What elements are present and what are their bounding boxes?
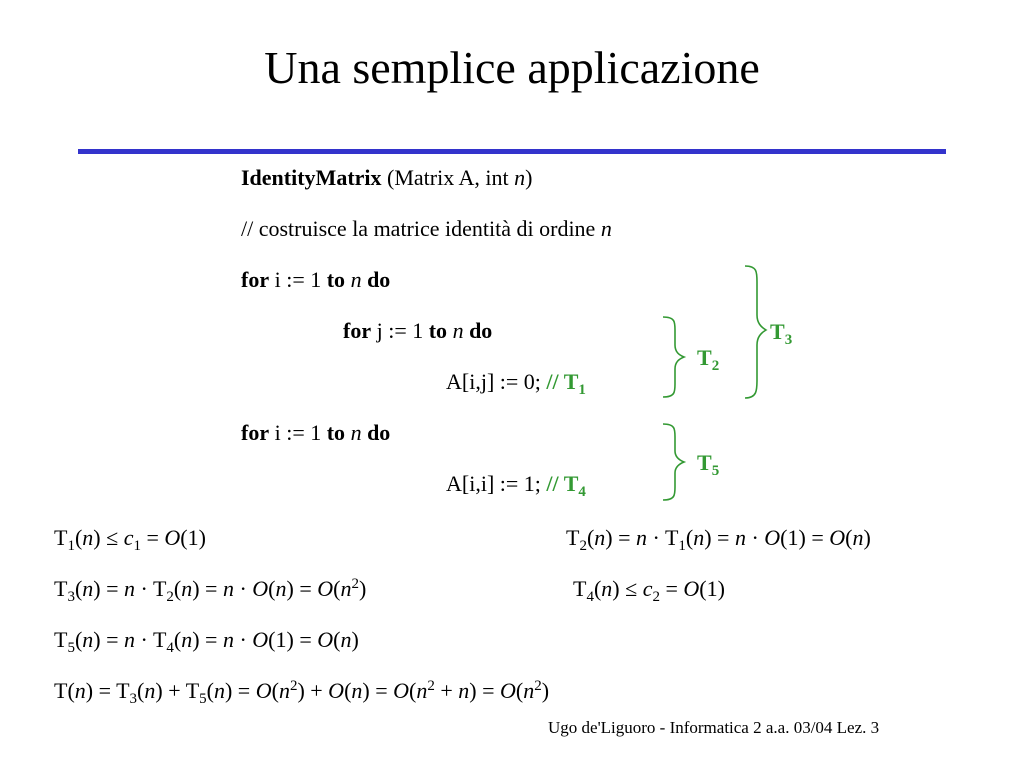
math-token: n — [275, 576, 287, 601]
math-token: T — [54, 576, 68, 601]
function-params: (Matrix A, int — [381, 165, 515, 190]
math-token: O — [317, 576, 334, 601]
math-token: T — [54, 627, 68, 652]
kw-for: for — [241, 420, 270, 445]
equation-t4 — [573, 575, 725, 603]
math-token: n — [124, 627, 136, 652]
math-token: n — [82, 627, 94, 652]
kw-do: do — [367, 420, 391, 445]
math-token: O — [252, 576, 269, 601]
math-token: 2 — [289, 678, 298, 694]
math-token: 4 — [166, 640, 174, 656]
math-token: n — [852, 525, 864, 550]
math-token: ) = — [224, 678, 256, 703]
math-token: ( — [74, 576, 83, 601]
math-token: ) = T — [85, 678, 130, 703]
label-text: T — [697, 345, 712, 370]
math-token: O — [500, 678, 516, 703]
math-token: 1 — [67, 538, 75, 554]
slide-footer: Ugo de'Liguoro - Informatica 2 a.a. 03/04 Lez. 3 — [548, 718, 880, 737]
math-token: n — [458, 678, 470, 703]
math-token: ) = — [93, 576, 125, 601]
loop-init: i := 1 — [269, 267, 327, 292]
math-token: 2 — [579, 538, 587, 554]
math-token: n — [82, 576, 94, 601]
math-token: ) = — [93, 627, 125, 652]
math-token: = — [140, 525, 165, 550]
math-token: ) = — [704, 525, 735, 550]
math-token: · T — [647, 525, 679, 550]
math-token: ) = — [605, 525, 637, 550]
math-token: n — [74, 678, 86, 703]
math-token: n — [636, 525, 648, 550]
math-token: n — [213, 678, 225, 703]
math-token: O — [764, 525, 781, 550]
math-token: n — [181, 576, 193, 601]
math-token: ( — [268, 576, 276, 601]
math-token: n — [222, 576, 234, 601]
math-token: · — [233, 627, 253, 652]
math-token: n — [82, 525, 94, 550]
equation-total — [54, 677, 549, 705]
math-token: O — [829, 525, 846, 550]
math-token: O — [164, 525, 181, 550]
kw-do: do — [469, 318, 493, 343]
label-text: T — [770, 319, 785, 344]
math-token: O — [317, 627, 334, 652]
equation-t1 — [54, 524, 206, 552]
math-token: O — [328, 678, 345, 703]
math-token: 1 — [133, 538, 141, 554]
math-token: · T — [135, 627, 167, 652]
math-token: ) — [863, 525, 871, 550]
math-token: ( — [344, 678, 352, 703]
math-token: ) — [358, 576, 367, 601]
function-name: IdentityMatrix — [241, 165, 382, 190]
math-token: · — [233, 576, 253, 601]
math-token: ) = — [192, 576, 223, 601]
var-n: n — [350, 420, 362, 445]
cost-sub: 1 — [578, 382, 586, 398]
math-token: (1) — [180, 525, 206, 550]
math-token: 5 — [199, 691, 207, 707]
math-token: ) = — [286, 576, 318, 601]
math-token: n — [181, 627, 193, 652]
math-token: O — [683, 576, 700, 601]
comment-text: // costruisce la matrice identità di ordine — [241, 216, 601, 241]
math-token: ) + — [297, 678, 329, 703]
math-token: ) — [541, 678, 550, 703]
math-token: ) = — [469, 678, 500, 703]
math-token: + — [434, 678, 459, 703]
math-token: ) ≤ — [93, 525, 124, 550]
math-token: T — [566, 525, 580, 550]
math-token: ( — [74, 525, 83, 550]
var-n: n — [452, 318, 464, 343]
math-token: ) = — [192, 627, 223, 652]
math-token: 3 — [67, 589, 75, 605]
math-token: ( — [206, 678, 214, 703]
assign-text: A[i,i] := 1; — [446, 471, 547, 496]
params-close: ) — [525, 165, 533, 190]
kw-to: to — [428, 318, 448, 343]
math-token: 4 — [586, 589, 594, 605]
math-token: ( — [515, 678, 524, 703]
equation-t5 — [54, 626, 359, 654]
math-token: ( — [271, 678, 279, 703]
math-token: ( — [333, 627, 341, 652]
math-token: n — [693, 525, 705, 550]
math-token: c — [123, 525, 134, 550]
math-token: ( — [845, 525, 853, 550]
cost-comment: // T — [546, 369, 579, 394]
math-token: n — [416, 678, 428, 703]
kw-do: do — [367, 267, 391, 292]
math-token: 2 — [166, 589, 174, 605]
math-token: ( — [593, 576, 602, 601]
math-token: (1) — [699, 576, 725, 601]
kw-for: for — [241, 267, 270, 292]
kw-to: to — [326, 267, 346, 292]
math-token: n — [340, 576, 352, 601]
math-token: ( — [685, 525, 694, 550]
label-sub: 5 — [711, 463, 720, 479]
assign-text: A[i,j] := 0; — [446, 369, 547, 394]
math-token: n — [351, 678, 363, 703]
math-token: ) ≤ — [612, 576, 643, 601]
label-t3 — [770, 318, 792, 346]
kw-for: for — [343, 318, 372, 343]
math-token: ( — [173, 576, 182, 601]
loop-init: i := 1 — [269, 420, 327, 445]
math-token: n — [340, 627, 352, 652]
math-token: (1) = — [268, 627, 318, 652]
math-token: 5 — [67, 640, 75, 656]
loop-init: j := 1 — [371, 318, 429, 343]
comment-n: n — [600, 216, 612, 241]
slide-title: Una semplice applicazione — [264, 42, 760, 93]
math-token: O — [255, 678, 272, 703]
math-token: n — [144, 678, 156, 703]
math-token: T( — [54, 678, 75, 703]
math-token: · T — [135, 576, 167, 601]
cost-sub: 4 — [578, 484, 586, 500]
kw-to: to — [326, 420, 346, 445]
label-t2 — [697, 344, 719, 372]
math-token: 2 — [534, 678, 542, 694]
math-token: 1 — [678, 538, 686, 554]
param-n: n — [514, 165, 526, 190]
math-token: ) — [351, 627, 359, 652]
math-token: n — [222, 627, 234, 652]
math-token: ) + T — [155, 678, 200, 703]
math-token: 3 — [129, 691, 138, 707]
math-token: ( — [586, 525, 595, 550]
math-token: n — [594, 525, 606, 550]
math-token: n — [734, 525, 746, 550]
math-token: ( — [74, 627, 83, 652]
math-token: ( — [409, 678, 417, 703]
cost-comment: // T — [546, 471, 579, 496]
math-token: n — [601, 576, 613, 601]
math-token: ( — [137, 678, 145, 703]
math-token: T — [54, 525, 68, 550]
math-token: O — [252, 627, 269, 652]
math-token: (1) = — [780, 525, 830, 550]
math-token: O — [393, 678, 410, 703]
math-token: ( — [173, 627, 182, 652]
math-token: ) = — [362, 678, 394, 703]
label-sub: 2 — [711, 358, 720, 374]
math-token: T — [573, 576, 587, 601]
math-token: n — [278, 678, 290, 703]
equation-t3 — [54, 575, 366, 603]
math-token: c — [642, 576, 653, 601]
math-token: 2 — [351, 576, 359, 592]
label-text: T — [697, 450, 712, 475]
brace-t5 — [663, 424, 684, 500]
brace-t3 — [745, 266, 766, 398]
label-t5 — [697, 449, 719, 477]
math-token: = — [659, 576, 684, 601]
brace-t2 — [663, 317, 684, 397]
math-token: n — [124, 576, 136, 601]
math-token: · — [745, 525, 765, 550]
math-token: 2 — [427, 678, 435, 694]
math-token: ( — [333, 576, 341, 601]
math-token: n — [523, 678, 535, 703]
equation-t2 — [566, 524, 871, 552]
label-sub: 3 — [784, 332, 793, 348]
math-token: 2 — [652, 589, 660, 605]
var-n: n — [350, 267, 362, 292]
